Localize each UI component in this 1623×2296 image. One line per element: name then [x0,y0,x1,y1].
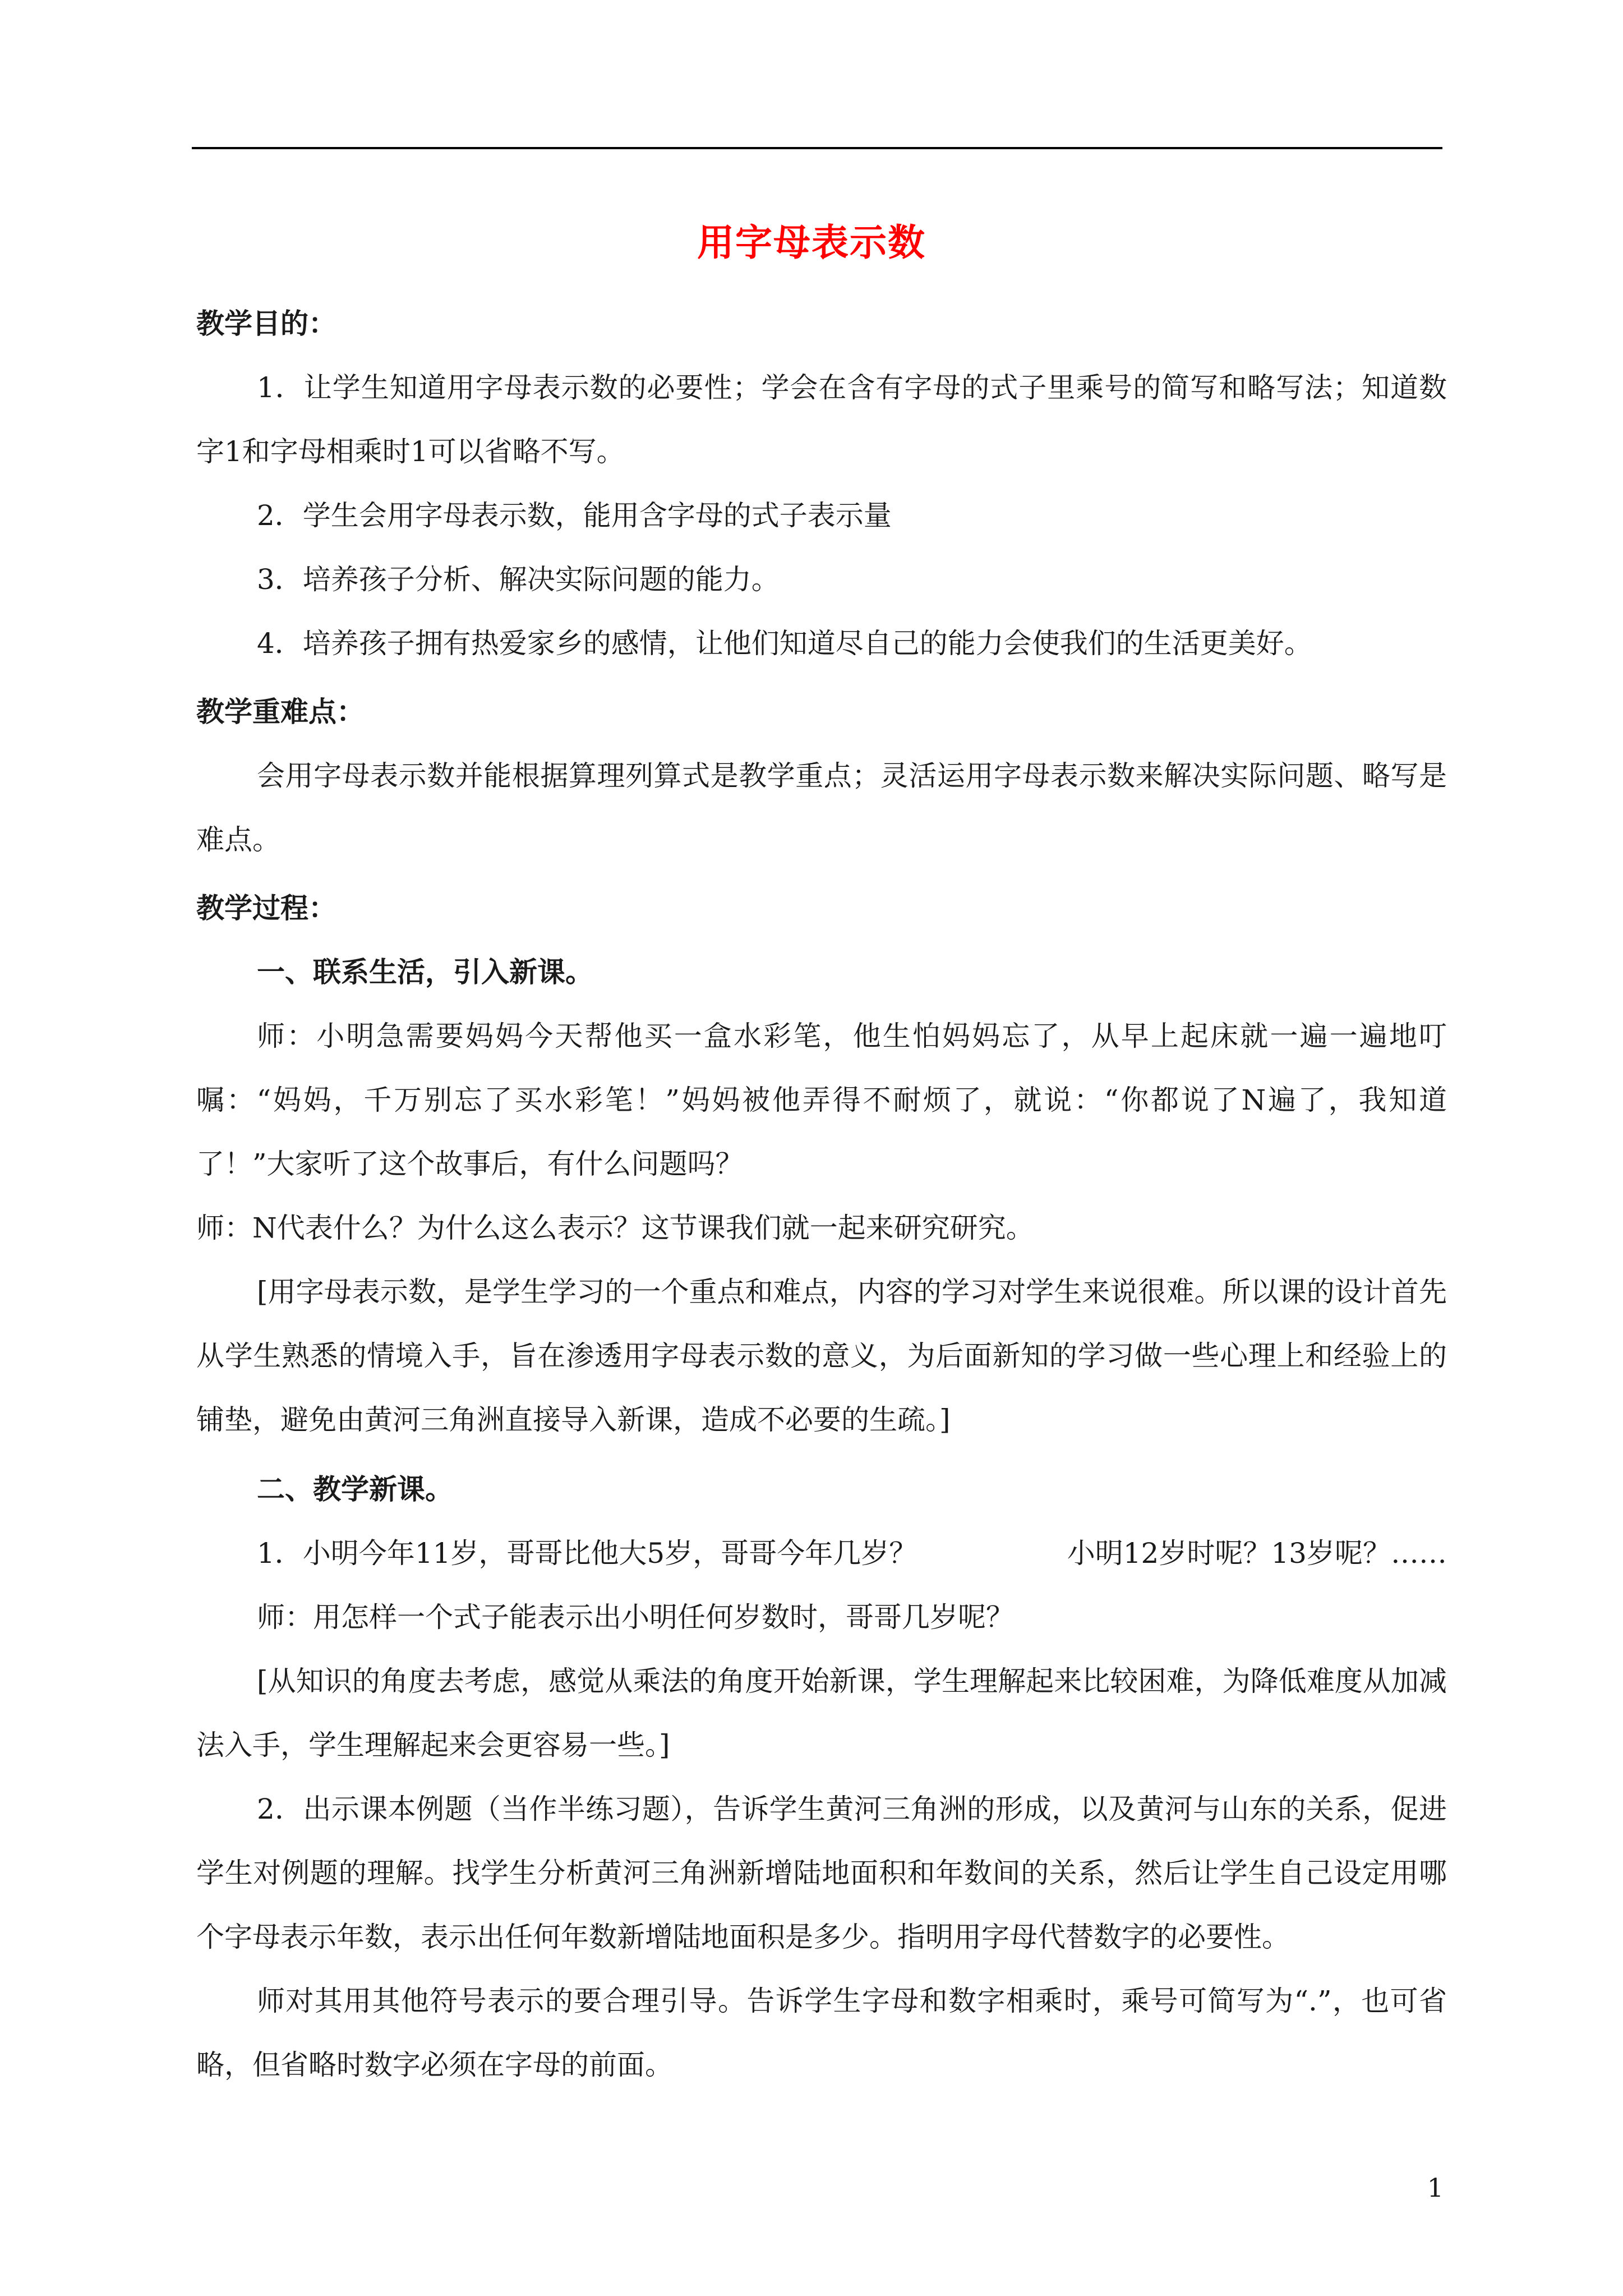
part2-heading: 二、教学新课。 [257,1473,453,1506]
page-number: 1 [1427,2173,1444,2203]
objective-item: 3．培养孩子分析、解决实际问题的能力。 [257,563,780,596]
part2-question-row [196,1521,1447,1585]
part2-item: 2．出示课本例题（当作半练习题），告诉学生黄河三角洲的形成，以及黄河与山东的关系，促进学生对例题的理解。找学生分析黄河三角洲新增陆地面积和年数间的关系，然后让学生自己设定用哪个字母表示年数，表示出任何年数新增陆地面积是多少。指明用字母代替数字的必要性。 [196,1793,1447,1953]
objective-item: 1．让学生知道用字母表示数的必要性；学会在含有字母的式子里乘号的简写和略写法；知道数字1和字母相乘时1可以省略不写。 [196,371,1447,468]
part1-story: 师：小明急需要妈妈今天帮他买一盒水彩笔，他生怕妈妈忘了，从早上起床就一遍一遍地叮嘱：“妈妈，千万别忘了买水彩笔！”妈妈被他弄得不耐烦了，就说：“你都说了N遍了，我知道了！”大家听了这个故事后，有什么问题吗？ [196,1020,1447,1180]
part1-heading: 一、联系生活，引入新课。 [257,955,593,988]
part2-note: [从知识的角度去考虑，感觉从乘法的角度开始新课，学生理解起来比较困难，为降低难度从加减法入手，学生理解起来会更容易一些。] [196,1665,1447,1761]
objectives-heading: 教学目的： [196,307,336,340]
keypoints-heading: 教学重难点： [196,695,365,728]
page-title: 用字母表示数 [697,220,926,264]
document-body [196,292,1447,2097]
part1-question: 师：N代表什么？为什么这么表示？这节课我们就一起来研究研究。 [196,1212,1034,1244]
part2-teacher-question: 师：用怎样一个式子能表示出小明任何岁数时，哥哥几岁呢？ [257,1601,1014,1634]
objective-item: 2．学生会用字母表示数，能用含字母的式子表示量 [257,499,892,532]
keypoints-text: 会用字母表示数并能根据算理列算式是教学重点；灵活运用字母表示数来解决实际问题、略写是难点。 [196,760,1447,856]
part1-note: [用字母表示数，是学生学习的一个重点和难点，内容的学习对学生来说很难。所以课的设计首先从学生熟悉的情境入手，旨在渗透用字母表示数的意义，为后面新知的学习做一些心理上和经验上的铺垫，避免由黄河三角洲直接导入新课，造成不必要的生疏。] [196,1276,1447,1436]
part2-question-right: 小明12岁时呢？13岁呢？…… [1067,1537,1447,1570]
header-rule [192,147,1442,149]
part2-question-left: 1．小明今年11岁，哥哥比他大5岁，哥哥今年几岁？ [257,1537,917,1570]
process-heading: 教学过程： [196,891,336,924]
part2-item: 师对其用其他符号表示的要合理引导。告诉学生字母和数字相乘时，乘号可简写为“.”，也可省略，但省略时数字必须在字母的前面。 [196,1985,1447,2081]
objective-item: 4．培养孩子拥有热爱家乡的感情，让他们知道尽自己的能力会使我们的生活更美好。 [257,627,1312,660]
